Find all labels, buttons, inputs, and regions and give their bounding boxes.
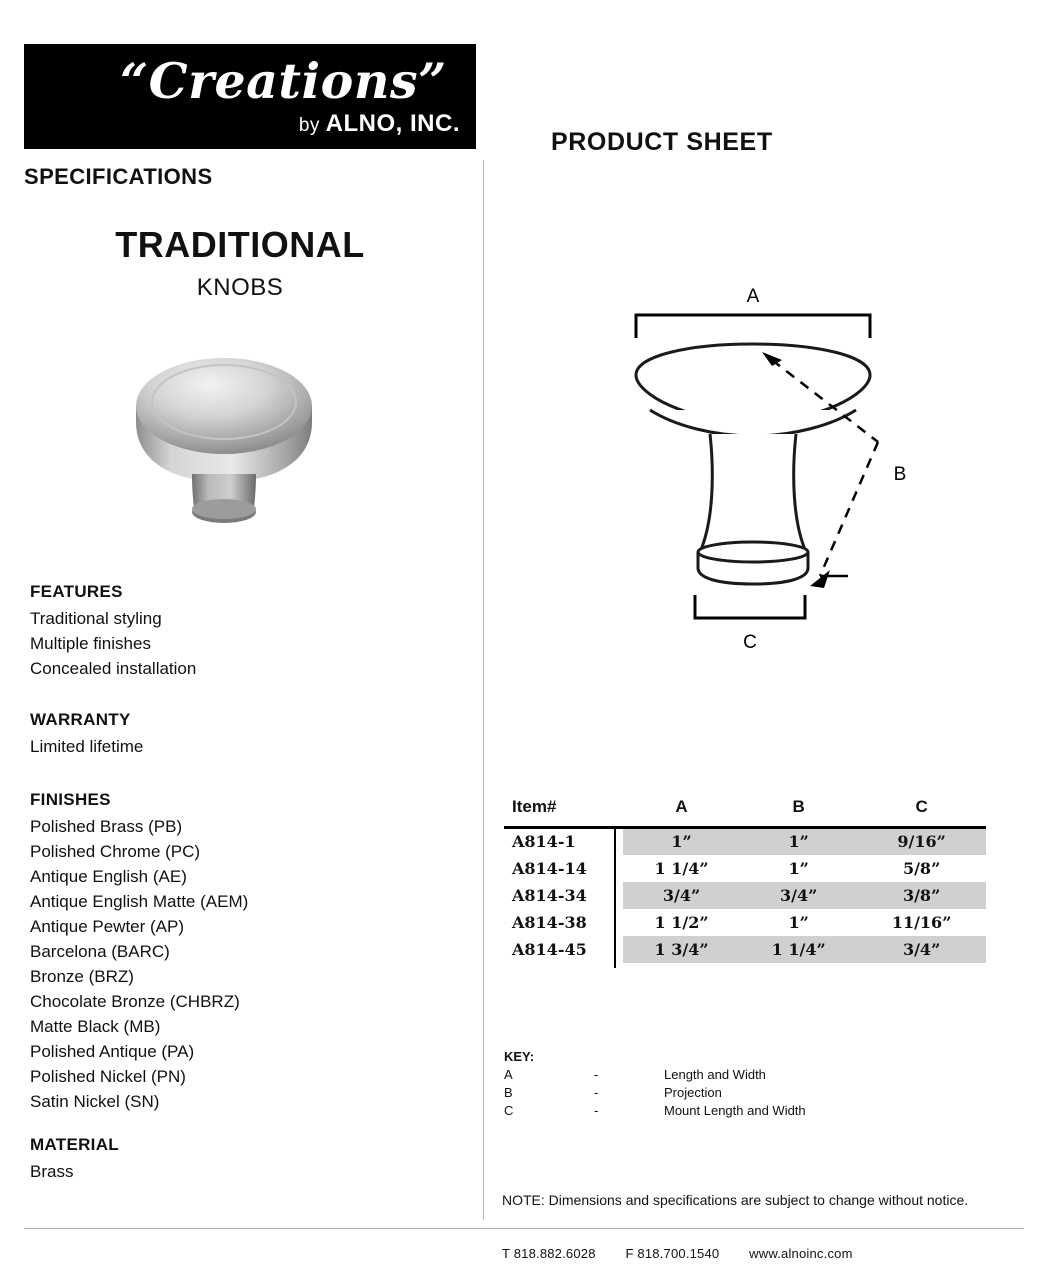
- features-list: [30, 606, 460, 681]
- table-row: [504, 936, 986, 963]
- disclaimer-note: NOTE: Dimensions and specifications are subject to change without notice.: [502, 1192, 969, 1208]
- list-item: Traditional styling: [30, 609, 162, 628]
- cell-a: 3/4”: [623, 882, 740, 909]
- cell-c: 11/16”: [891, 912, 952, 932]
- table-column-divider: [614, 828, 616, 968]
- page-title: TRADITIONAL: [115, 224, 365, 265]
- key-dash: -: [594, 1067, 599, 1082]
- cell-item: A814-14: [504, 855, 623, 882]
- key-letter: C: [504, 1103, 514, 1118]
- table-row: [504, 828, 986, 855]
- cell-a: 1 1/4”: [654, 858, 709, 878]
- footer-phone: T 818.882.6028: [502, 1246, 596, 1261]
- footer-divider: [24, 1228, 1024, 1229]
- cell-b: 3/4”: [740, 882, 857, 909]
- brand-script-name: “Creations”: [120, 52, 447, 110]
- list-item: Matte Black (MB): [30, 1017, 161, 1036]
- brand-logo: [24, 44, 486, 149]
- finishes-heading: FINISHES: [30, 790, 111, 809]
- cell-b: 1”: [740, 828, 857, 855]
- key-row: [504, 1084, 806, 1102]
- footer-contact: [502, 1246, 879, 1261]
- cell-c: 3/4”: [857, 936, 986, 963]
- key-text: Mount Length and Width: [664, 1103, 806, 1118]
- key-dash: -: [594, 1085, 599, 1100]
- column-header-c: C: [915, 797, 928, 816]
- key-text: Projection: [664, 1085, 722, 1100]
- warranty-heading: WARRANTY: [30, 710, 131, 729]
- key-letter: A: [504, 1067, 513, 1082]
- table-row: [504, 909, 986, 936]
- cell-b: 1”: [788, 858, 809, 878]
- product-sheet-title: PRODUCT SHEET: [551, 128, 773, 156]
- column-divider: [483, 160, 484, 1220]
- specifications-heading: SPECIFICATIONS: [24, 164, 213, 189]
- registered-trademark-icon: ®: [476, 60, 486, 75]
- cell-a: 1 3/4”: [623, 936, 740, 963]
- finishes-list: [30, 814, 460, 1114]
- footer-website[interactable]: www.alnoinc.com: [749, 1246, 853, 1261]
- list-item: Polished Antique (PA): [30, 1042, 195, 1061]
- table-header-row: [504, 795, 986, 823]
- knob-product-photo: [118, 322, 346, 550]
- list-item: Chocolate Bronze (CHBRZ): [30, 992, 240, 1011]
- list-item: Barcelona (BARC): [30, 942, 170, 961]
- list-item: Polished Chrome (PC): [30, 842, 201, 861]
- table-row: [504, 882, 986, 909]
- list-item: Bronze (BRZ): [30, 967, 134, 986]
- list-item: Satin Nickel (SN): [30, 1092, 160, 1111]
- material-value: Brass: [30, 1162, 74, 1181]
- list-item: Multiple finishes: [30, 634, 151, 653]
- material-section: [30, 1135, 460, 1184]
- brand-byline: by ALNO, INC.: [298, 110, 460, 137]
- list-item: Antique Pewter (AP): [30, 917, 185, 936]
- list-item: Antique English Matte (AEM): [30, 892, 249, 911]
- dimension-label-a: A: [746, 286, 760, 307]
- key-letter: B: [504, 1085, 513, 1100]
- column-header-b: B: [792, 797, 805, 816]
- cell-c: 9/16”: [857, 828, 986, 855]
- cell-c: 3/8”: [857, 882, 986, 909]
- knob-dimension-diagram: [500, 270, 1030, 670]
- warranty-value: Limited lifetime: [30, 737, 144, 756]
- features-heading: FEATURES: [30, 582, 123, 601]
- cell-item: A814-1: [504, 828, 623, 855]
- cell-a: 1 1/2”: [654, 912, 709, 932]
- features-section: [30, 582, 460, 681]
- key-dash: -: [594, 1103, 599, 1118]
- column-header-a: A: [675, 797, 688, 816]
- cell-b: 1 1/4”: [740, 936, 857, 963]
- material-heading: MATERIAL: [30, 1135, 119, 1154]
- warranty-section: [30, 710, 460, 759]
- page-subtitle: KNOBS: [196, 274, 284, 301]
- column-header-item: Item#: [512, 797, 557, 816]
- cell-item: A814-45: [504, 936, 623, 963]
- cell-a: 1”: [623, 828, 740, 855]
- key-row: [504, 1102, 806, 1120]
- key-text: Length and Width: [664, 1067, 766, 1082]
- finishes-section: [30, 790, 460, 1114]
- cell-b: 1”: [788, 912, 809, 932]
- dimension-label-c: C: [743, 632, 757, 653]
- dimensions-table: [504, 795, 986, 963]
- dimension-label-b: B: [893, 464, 907, 485]
- key-title: KEY:: [504, 1049, 535, 1064]
- list-item: Polished Nickel (PN): [30, 1067, 186, 1086]
- footer-fax: F 818.700.1540: [625, 1246, 720, 1261]
- cell-item: A814-34: [504, 882, 623, 909]
- cell-item: A814-38: [504, 909, 623, 936]
- list-item: Antique English (AE): [30, 867, 187, 886]
- cell-c: 5/8”: [902, 858, 941, 878]
- key-row: [504, 1066, 806, 1084]
- diagram-key: [504, 1048, 806, 1120]
- list-item: Polished Brass (PB): [30, 817, 183, 836]
- table-row: [504, 855, 986, 882]
- list-item: Concealed installation: [30, 659, 197, 678]
